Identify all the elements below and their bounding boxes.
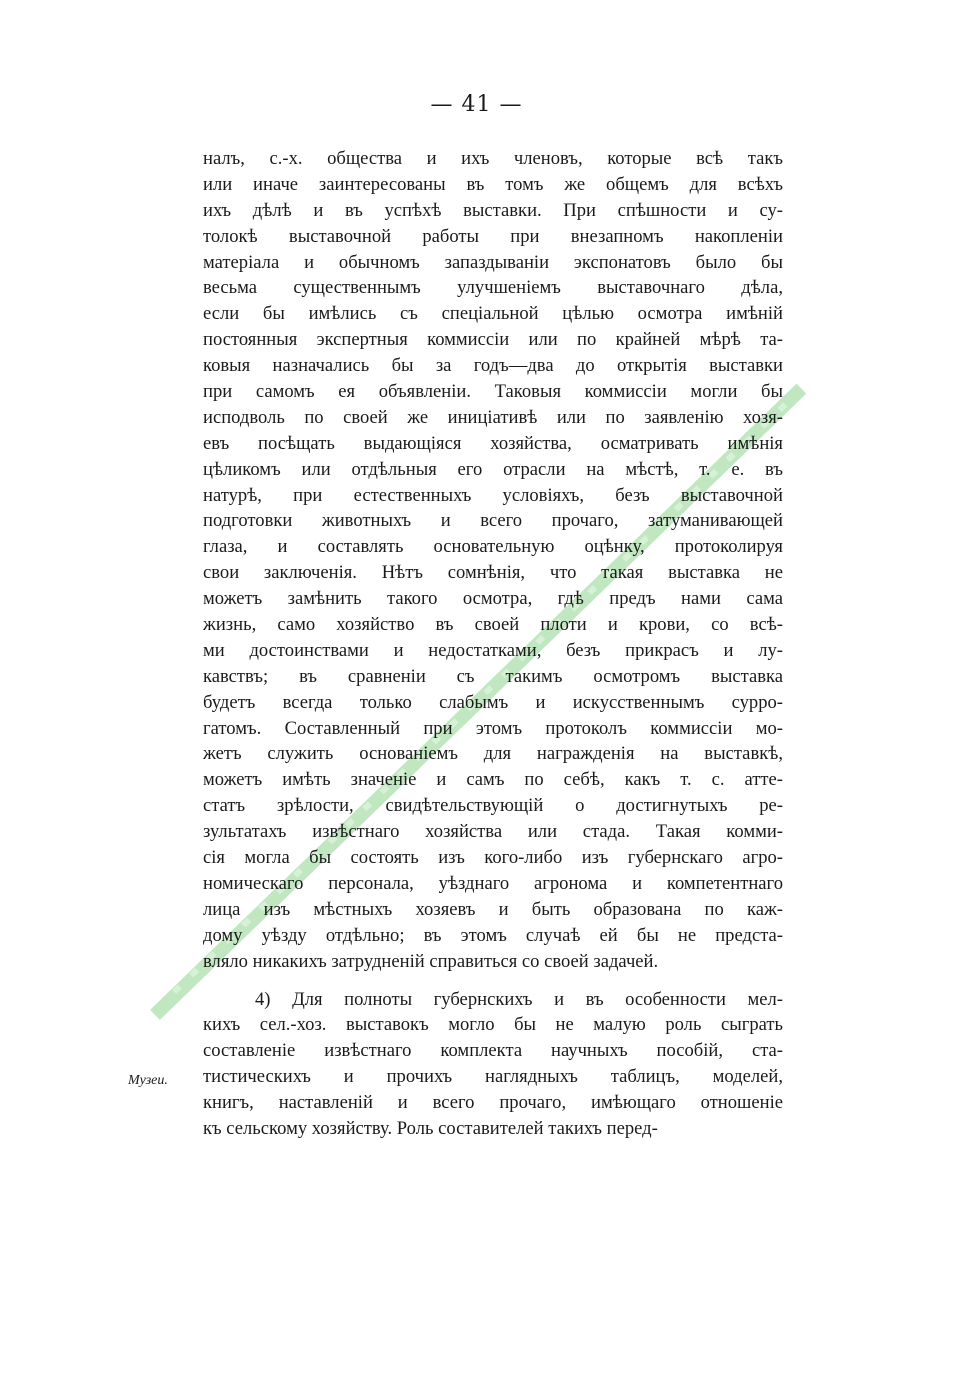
text-line: книгъ, наставленій и всего прочаго, имѣющаго отношеніе [203,1092,783,1114]
main-text [203,146,783,1142]
text-line: статъ зрѣлости, свидѣтельствующій о достигнутыхъ ре- [203,795,783,817]
text-line: можетъ замѣнить такого осмотра, гдѣ предъ нами сама [203,588,783,610]
text-line: жизнь, само хозяйство въ своей плоти и крови, со всѣ- [203,614,783,636]
text-line: свои заключенія. Нѣтъ сомнѣнія, что такая выставка не [203,562,783,584]
page-number: — 41 — [430,92,523,117]
text-line: налъ, с.-х. общества и ихъ членовъ, которые всѣ такъ [203,148,783,169]
text-line: весьма существеннымъ улучшеніемъ выставочнаго дѣла, [203,277,783,299]
text-line: цѣликомъ или отдѣльныя его отрасли на мѣстѣ, т. е. въ [203,458,783,480]
text-line: постоянныя экспертныя коммиссіи или по крайней мѣрѣ та- [203,329,783,351]
text-line: составленіе извѣстнаго комплекта научныхъ пособій, ста- [203,1040,783,1062]
text-line: можетъ имѣть значеніе и самъ по себѣ, какъ т. с. атте- [203,769,783,791]
text-line: тистическихъ и прочихъ наглядныхъ таблицъ, моделей, [203,1066,783,1088]
text-line: кихъ сел.-хоз. выставокъ могло бы не малую роль сыграть [203,1014,783,1036]
text-line: подготовки животныхъ и всего прочаго, затуманивающей [203,510,783,532]
text-line: или иначе заинтересованы въ томъ же общемъ для всѣхъ [203,173,783,195]
text-line: будетъ всегда только слабымъ и искусственнымъ сурро- [203,691,783,713]
text-line: зультатахъ извѣстнаго хозяйства или стада. Такая комми- [203,821,783,843]
text-line: къ сельскому хозяйству. Роль составителей такихъ перед- [203,1117,658,1139]
text-line: вляло никакихъ затрудненій справиться со своей задачей. [203,950,659,972]
text-line: евъ посѣщать выдающіяся хозяйства, осматривать имѣнія [203,432,783,454]
text-line: лица изъ мѣстныхъ хозяевъ и быть образована по каж- [203,898,783,920]
margin-note: Музеи. [128,1073,168,1088]
text-line: гатомъ. Составленный при этомъ протоколъ коммиссіи мо- [203,717,783,739]
text-line: при самомъ ея объявленіи. Таковыя коммиссіи могли бы [203,381,783,403]
text-line: ми достоинствами и недостатками, безъ прикрасъ и лу- [203,639,783,661]
text-line: натурѣ, при естественныхъ условіяхъ, безъ выставочной [203,484,783,506]
text-line: ковыя назначались бы за годъ—два до открытія выставки [203,355,783,377]
paragraph-2 [203,987,783,1142]
text-line: толокѣ выставочной работы при внезапномъ накопленіи [203,225,783,247]
text-line: глаза, и составлять основательную оцѣнку, протоколируя [203,536,783,558]
text-line: ихъ дѣлѣ и въ успѣхѣ выставки. При спѣшности и су- [203,199,783,221]
paragraph-1 [203,146,783,975]
text-line: дому уѣзду отдѣльно; въ этомъ случаѣ ей бы не предста- [203,924,783,946]
text-line: номическаго персонала, уѣзднаго агронома и компетентнаго [203,872,783,894]
text-line: кавствъ; въ сравненіи съ такимъ осмотромъ выставка [203,665,783,687]
text-line: жетъ служить основаніемъ для награжденія на выставкѣ, [203,743,783,765]
text-line: исподволь по своей же иниціативѣ или по заявленію хозя- [203,406,783,428]
text-line: 4) Для полноты губернскихъ и въ особенности мел- [255,988,783,1010]
text-line: сія могла бы состоять изъ кого-либо изъ губернскаго агро- [203,847,783,869]
text-line: матеріала и обычномъ запаздываніи экспонатовъ было бы [203,251,783,273]
text-line: если бы имѣлись съ спеціальной цѣлью осмотра имѣній [203,303,783,325]
